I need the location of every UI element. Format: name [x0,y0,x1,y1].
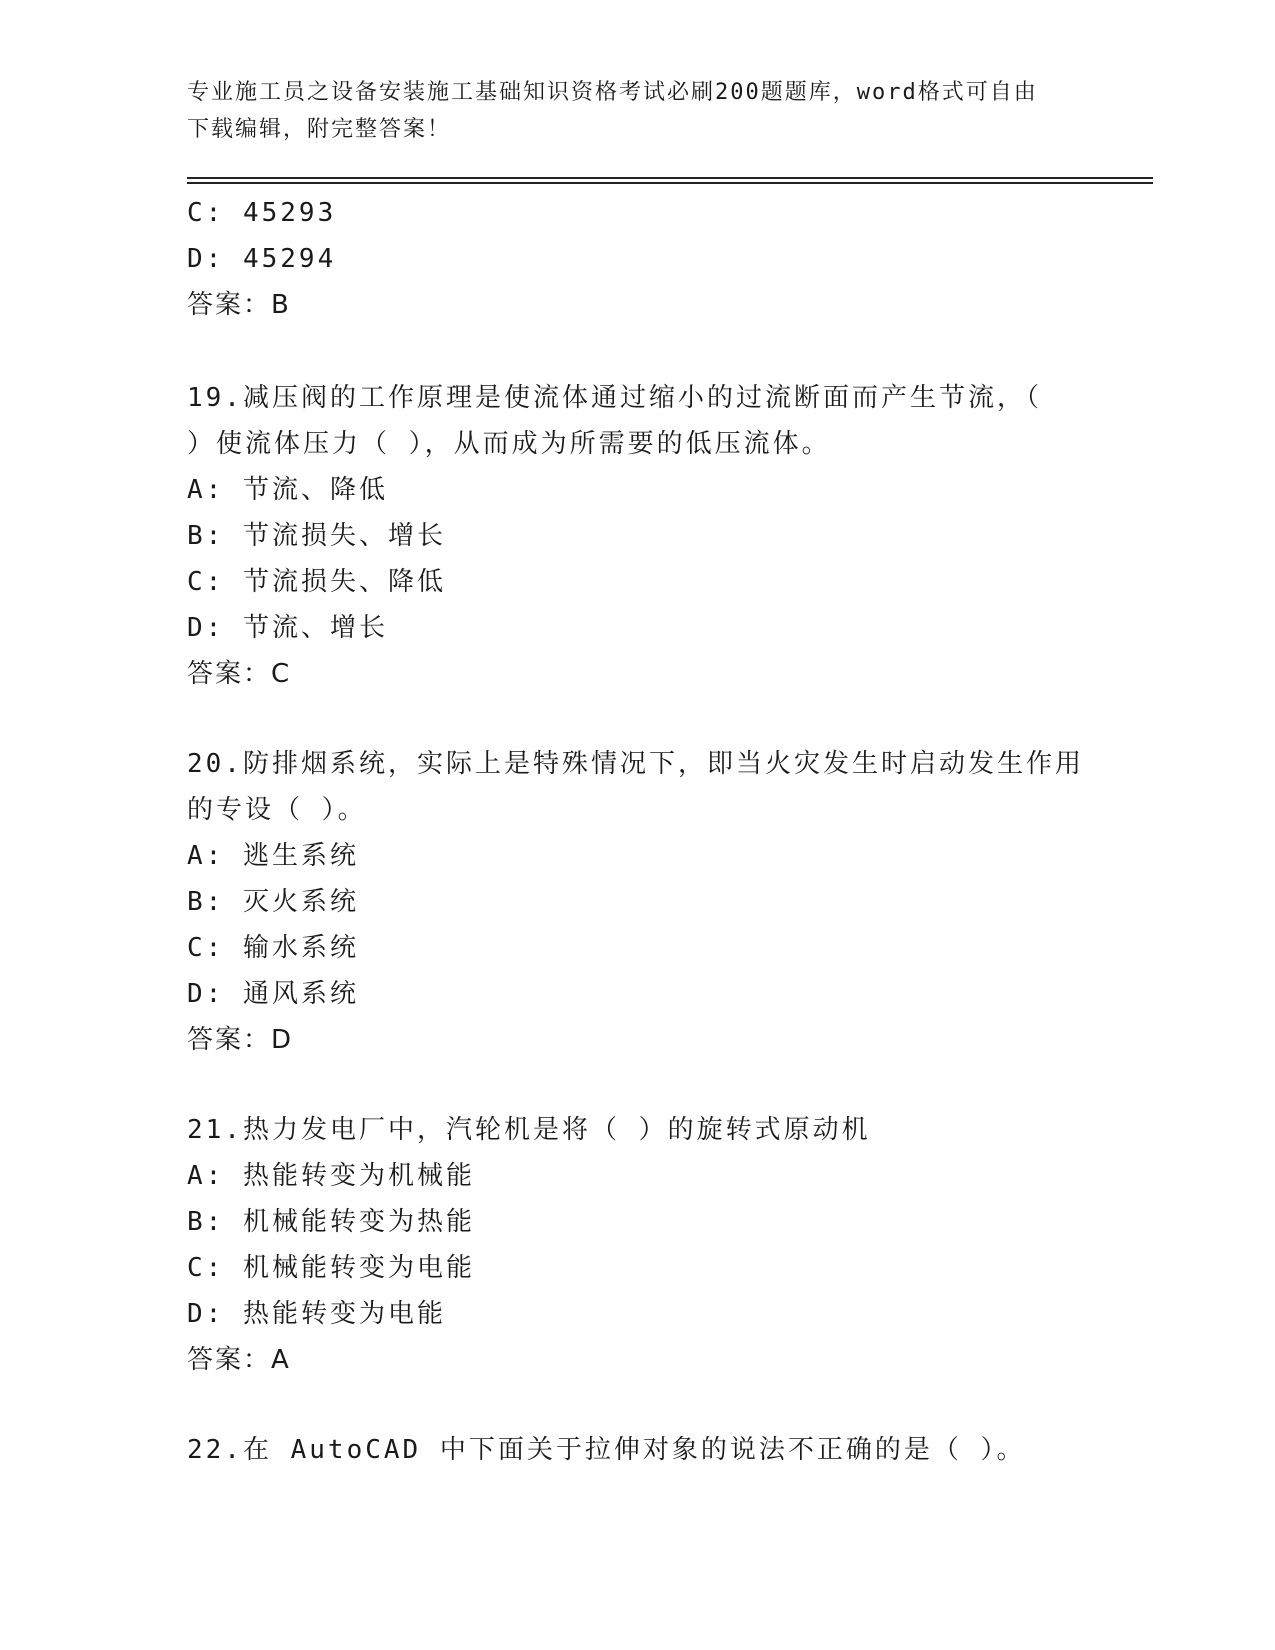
question-20 [187,741,1087,1063]
question-21 [187,1107,1087,1383]
option-c: C: 45293 [187,198,337,228]
option-d: D: 45294 [187,244,337,274]
option-b: B: 机械能转变为热能 [187,1207,475,1237]
option-a: A: 热能转变为机械能 [187,1161,475,1191]
question-19 [187,375,1087,697]
question-text: 20.防排烟系统，实际上是特殊情况下，即当火灾发生时启动发生作用 [187,749,1084,779]
question-text: 22.在 AutoCAD 中下面关于拉伸对象的说法不正确的是（ ）。 [187,1435,1026,1465]
option-b: B: 灭火系统 [187,887,359,917]
answer-line: 答案：C [187,659,292,689]
option-a: A: 逃生系统 [187,841,359,871]
header-divider-bottom [187,182,1153,184]
option-c: C: 输水系统 [187,933,359,963]
option-d: D: 通风系统 [187,979,359,1009]
option-d: D: 节流、增长 [187,613,388,643]
option-d: D: 热能转变为电能 [187,1299,446,1329]
question-text: 19.减压阀的工作原理是使流体通过缩小的过流断面而产生节流，（ [187,383,1042,413]
question-text-cont: ）使流体压力（ ），从而成为所需要的低压流体。 [187,429,831,459]
question-18-remainder [187,190,1087,328]
option-c: C: 节流损失、降低 [187,567,446,597]
header-line-2: 下载编辑，附完整答案！ [187,117,452,142]
question-22 [187,1427,1087,1473]
question-text-cont: 的专设（ ）。 [187,795,367,825]
option-b: B: 节流损失、增长 [187,521,446,551]
question-text: 21.热力发电厂中，汽轮机是将（ ）的旋转式原动机 [187,1115,871,1145]
option-c: C: 机械能转变为电能 [187,1253,475,1283]
header-divider-top [187,177,1153,179]
header-line-1: 专业施工员之设备安装施工基础知识资格考试必刷200题题库，word格式可自由 [187,80,1038,105]
answer-line: 答案：D [187,1025,294,1055]
answer-line: 答案：A [187,1345,291,1375]
question-list [187,190,1087,1473]
document-header [187,74,1087,148]
option-a: A: 节流、降低 [187,475,388,505]
answer-line: 答案：B [187,290,291,320]
